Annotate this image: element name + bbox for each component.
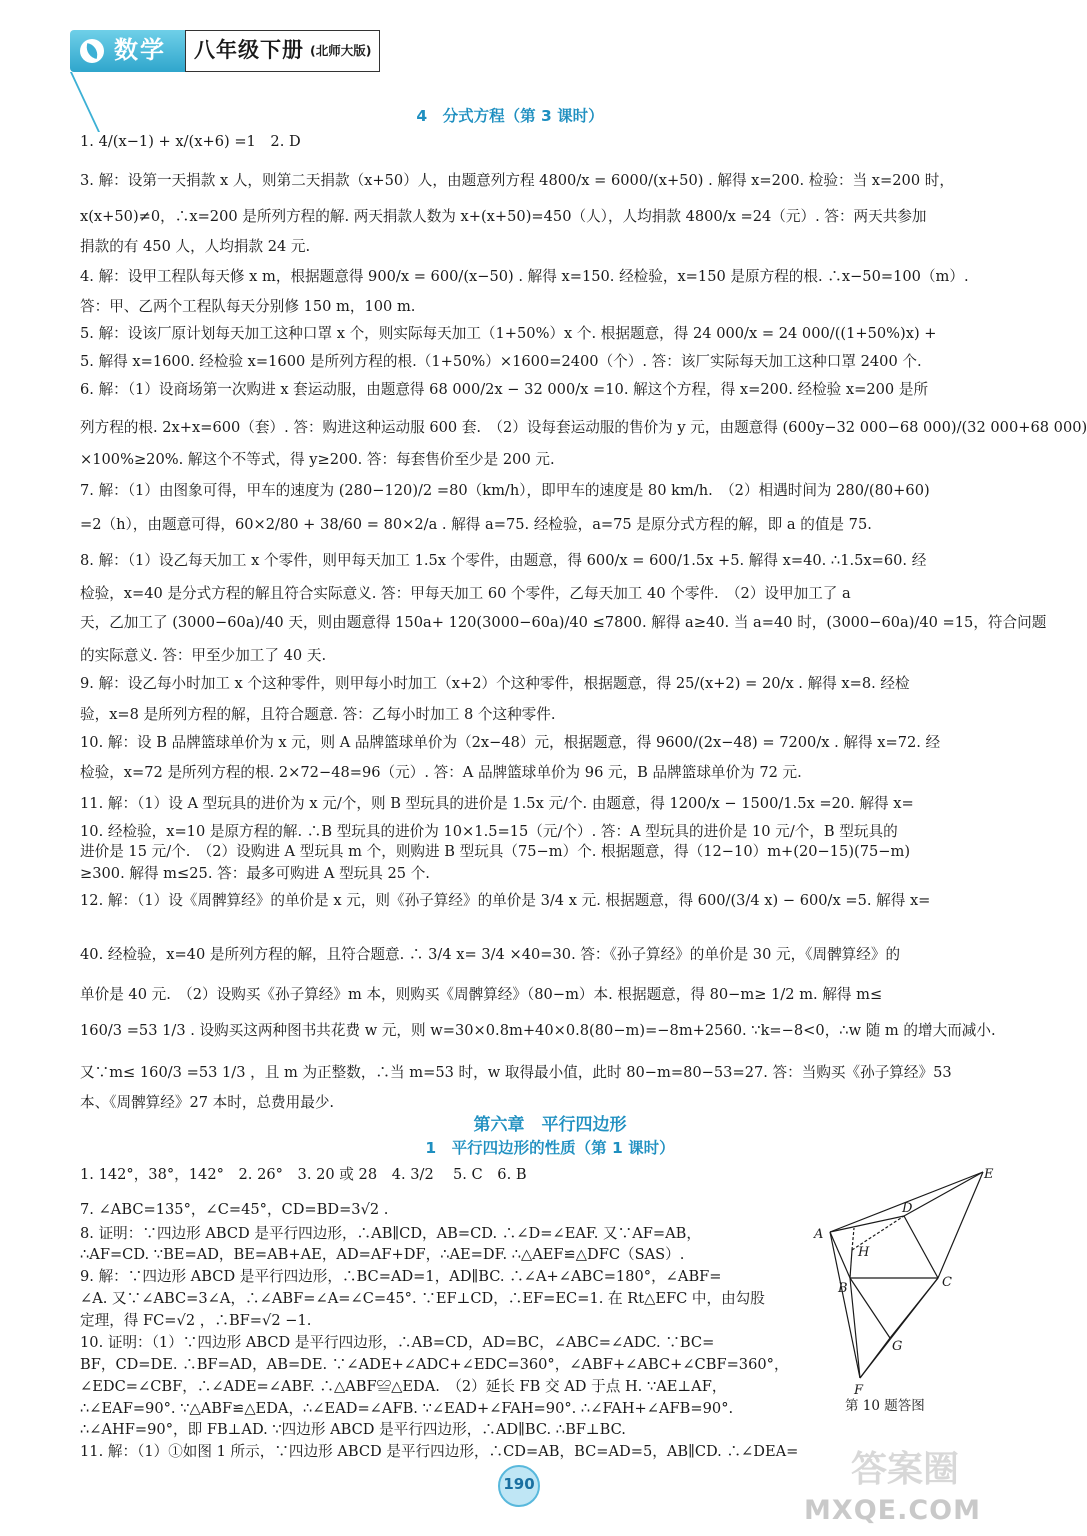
answer-line: ∠EDC=∠CBF，∴∠ADE=∠ABF. ∴△ABF≌△EDA. （2）延长 FB 交 AD 于点 H. ∵AE⊥AF， bbox=[80, 1378, 727, 1395]
page-number-text: 190 bbox=[503, 1475, 535, 1493]
answer-line: 9. 解：∵四边形 ABCD 是平行四边形，∴BC=AD=1，AD∥BC. ∴∠A+∠ABC=180°，∠ABF= bbox=[80, 1268, 722, 1285]
answer-line: 10. 经检验，x=10 是原方程的解. ∴B 型玩具的进价为 10×1.5=15（元/个）. 答：A 型玩具的进价是 10 元/个，B 型玩具的 bbox=[80, 823, 898, 840]
figure-label: B bbox=[838, 1281, 848, 1296]
page-number bbox=[497, 1464, 541, 1508]
answer-line: ×100%≥20%. 解这个不等式，得 y≥200. 答：每套售价至少是 200 元. bbox=[80, 451, 555, 468]
answer-line: 40. 经检验，x=40 是所列方程的解，且符合题意. ∴ 3/4 x= 3/4 ×40=30. 答：《孙子算经》的单价是 30 元，《周髀算经》的 bbox=[80, 946, 901, 963]
answer-line: 1. 142°，38°，142° 2. 26° 3. 20 或 28 4. 3/2 5. C 6. B bbox=[80, 1166, 527, 1183]
book-title bbox=[185, 30, 380, 72]
answer-line: 6. 解：（1）设商场第一次购进 x 套运动服，由题意得 68 000/2x − 32 000/x =10. 解这个方程，得 x=200. 经检验 x=200 是所 bbox=[80, 381, 929, 398]
answer-line: 验，x=8 是所列方程的解，且符合题意. 答：乙每小时加工 8 个这种零件. bbox=[80, 706, 556, 723]
answer-line: 7. ∠ABC=135°，∠C=45°，CD=BD=3√2 . bbox=[80, 1201, 389, 1218]
answer-line: 7. 解：（1）由图象可得，甲车的速度为 (280−120)/2 =80（km/h），即甲车的速度是 80 km/h. （2）相遇时间为 280/(80+60) bbox=[80, 482, 930, 499]
answer-line: 单价是 40 元. （2）设购买《孙子算经》m 本，则购买《周髀算经》（80−m）本. 根据题意，得 80−m≥ 1/2 m. 解得 m≤ bbox=[80, 986, 883, 1003]
figure-label: F bbox=[854, 1383, 864, 1398]
answer-line: 答：甲、乙两个工程队每天分别修 150 m，100 m. bbox=[80, 298, 416, 315]
answer-line: 检验，x=72 是所列方程的根. 2×72−48=96（元）. 答：A 品牌篮球单价为 96 元，B 品牌篮球单价为 72 元. bbox=[80, 764, 802, 781]
answer-line: =2（h），由题意可得，60×2/80 + 38/60 = 80×2/a . 解得 a=75. 经检验，a=75 是原分式方程的解，即 a 的值是 75. bbox=[80, 516, 872, 533]
answer-line: 9. 解：设乙每小时加工 x 个这种零件，则甲每小时加工（x+2）个这种零件，根据题意，得 25/(x+2) = 20/x . 解得 x=8. 经检 bbox=[80, 675, 910, 692]
page-header bbox=[70, 30, 420, 72]
answer-line: BF，CD=DE. ∴BF=AD，AB=DE. ∵∠ADE+∠ADC+∠EDC=360°，∠ABF+∠ABC+∠CBF=360°， bbox=[80, 1356, 789, 1373]
section-title: 4 分式方程（第 3 课时） bbox=[416, 107, 604, 125]
answer-line: 8. 证明：∵四边形 ABCD 是平行四边形，∴AB∥CD，AB=CD. ∴∠D=∠EAF. 又∵AF=AB， bbox=[80, 1225, 701, 1242]
watermark-logo: 答案圈 bbox=[850, 1449, 959, 1491]
figure-label: D bbox=[902, 1201, 913, 1216]
answer-line: 4. 解：设甲工程队每天修 x m，根据题意得 900/x = 600/(x−50) . 解得 x=150. 经检验，x=150 是原方程的根. ∴x−50=100（m）. bbox=[80, 268, 969, 285]
answer-line: ≥300. 解得 m≤25. 答：最多可购进 A 型玩具 25 个. bbox=[80, 865, 430, 882]
answer-line: 12. 解：（1）设《周髀算经》的单价是 x 元，则《孙子算经》的单价是 3/4 x 元. 根据题意，得 600/(3/4 x) − 600/x =5. 解得 x= bbox=[80, 892, 931, 909]
header-accent-line bbox=[70, 72, 108, 132]
figure-label: A bbox=[814, 1227, 824, 1242]
subject-label: 数学 bbox=[114, 36, 166, 64]
answer-line: ∴∠AHF=90°，即 FB⊥AD. ∵四边形 ABCD 是平行四边形，∴AD∥BC. ∴BF⊥BC. bbox=[80, 1421, 626, 1438]
answer-line: 捐款的有 450 人，人均捐款 24 元. bbox=[80, 238, 311, 255]
watermark-text: MXQE.COM bbox=[804, 1494, 981, 1526]
answer-line: 5. 解得 x=1600. 经检验 x=1600 是所列方程的根.（1+50%）×1600=2400（个）. 答：该厂实际每天加工这种口罩 2400 个. bbox=[80, 353, 922, 370]
answer-line: x(x+50)≠0，∴x=200 是所列方程的解. 两天捐款人数为 x+(x+50)=450（人），人均捐款 4800/x =24（元）. 答：两天共参加 bbox=[80, 208, 927, 225]
answer-line: 进价是 15 元/个. （2）设购进 A 型玩具 m 个，则购进 B 型玩具（75−m）个. 根据题意，得（12−10）m+(20−15)(75−m) bbox=[80, 843, 911, 860]
answer-line: 160/3 =53 1/3 . 设购买这两种图书共花费 w 元，则 w=30×0.8m+40×0.8(80−m)=−8m+2560. ∵k=−8<0，∴w 随 m 的增大而减小. bbox=[80, 1022, 996, 1039]
answer-line: 检验，x=40 是分式方程的解且符合实际意义. 答：甲每天加工 60 个零件，乙每天加工 40 个零件. （2）设甲加工了 a bbox=[80, 585, 851, 602]
answer-line: 本、《周髀算经》27 本时，总费用最少. bbox=[80, 1094, 335, 1111]
answer-line: 11. 解：（1）①如图 1 所示，∵四边形 ABCD 是平行四边形，∴CD=AB，BC=AD=5，AB∥CD. ∴∠DEA= bbox=[80, 1443, 799, 1460]
watermark bbox=[799, 1448, 989, 1528]
answer-line: 8. 解：（1）设乙每天加工 x 个零件，则甲每天加工 1.5x 个零件，由题意，得 600/x = 600/1.5x +5. 解得 x=40. ∴1.5x=60. 经 bbox=[80, 552, 927, 569]
figure-label: C bbox=[942, 1275, 952, 1290]
figure-label: E bbox=[984, 1167, 994, 1182]
answer-line: 天，乙加工了 (3000−60a)/40 天，则由题意得 150a+ 120(3000−60a)/40 ≤7800. 解得 a≥40. 当 a=40 时，(3000−60a)/40 =15，符合问题 bbox=[80, 614, 1047, 631]
leaf-icon bbox=[80, 39, 104, 63]
subject-banner bbox=[70, 30, 185, 72]
answer-line: 10. 证明：（1）∵四边形 ABCD 是平行四边形，∴AB=CD，AD=BC，∠ABC=∠ADC. ∵BC= bbox=[80, 1334, 715, 1351]
answer-line: 列方程的根. 2x+x=600（套）. 答：购进这种运动服 600 套. （2）设每套运动服的售价为 y 元，由题意得 (600y−32 000−68 000)/(32 000+68 000) bbox=[80, 419, 1087, 436]
answer-line: 5. 解：设该厂原计划每天加工这种口罩 x 个，则实际每天加工（1+50%）x 个. 根据题意，得 24 000/x = 24 000/((1+50%)x) + bbox=[80, 325, 937, 342]
answer-line: ∴∠EAF=90°. ∵△ABF≌△EDA，∴∠EAD=∠AFB. ∵∠EAD+∠FAH=90°. ∴∠FAH+∠AFB=90°. bbox=[80, 1400, 734, 1417]
figure-label: G bbox=[892, 1339, 903, 1354]
answer-line: 定理，得 FC=√2 ，∴BF=√2 −1. bbox=[80, 1312, 312, 1329]
answer-line: ∴AF=CD. ∵BE=AD，BE=AB+AE，AD=AF+DF，∴AE=DF. ∴△AEF≌△DFC（SAS）. bbox=[80, 1246, 685, 1263]
chapter-title: 第六章 平行四边形 bbox=[473, 1115, 627, 1135]
answer-line: 3. 解：设第一天捐款 x 人，则第二天捐款（x+50）人，由题意列方程 4800/x = 6000/(x+50) . 解得 x=200. 检验：当 x=200 时， bbox=[80, 172, 954, 189]
answer-line: 1. 4/(x−1) + x/(x+6) =1 2. D bbox=[80, 133, 301, 150]
figure-label: H bbox=[858, 1245, 870, 1260]
answer-line: 又∵m≤ 160/3 =53 1/3 ，且 m 为正整数，∴当 m=53 时，w 取得最小值，此时 80−m=80−53=27. 答：当购买《孙子算经》53 bbox=[80, 1064, 952, 1081]
figure-caption: 第 10 题答图 bbox=[845, 1398, 925, 1414]
answer-line: ∠A. 又∵∠ABC=3∠A，∴∠ABF=∠A=∠C=45°. ∵EF⊥CD，∴EF=EC=1. 在 Rt△EFC 中，由勾股 bbox=[80, 1290, 765, 1307]
geometry-figure bbox=[808, 1166, 993, 1436]
answer-line: 10. 解：设 B 品牌篮球单价为 x 元，则 A 品牌篮球单价为（2x−48）元，根据题意，得 9600/(2x−48) = 7200/x . 解得 x=72. 经 bbox=[80, 734, 941, 751]
answer-line: 的实际意义. 答：甲至少加工了 40 天. bbox=[80, 647, 327, 664]
answer-line: 11. 解：（1）设 A 型玩具的进价为 x 元/个，则 B 型玩具的进价是 1.5x 元/个. 由题意，得 1200/x − 1500/1.5x =20. 解得 x= bbox=[80, 795, 914, 812]
grade-label: 八年级下册 bbox=[194, 38, 304, 63]
chapter-subtitle: 1 平行四边形的性质（第 1 课时） bbox=[425, 1139, 675, 1157]
edition-label: (北师大版) bbox=[310, 42, 372, 58]
